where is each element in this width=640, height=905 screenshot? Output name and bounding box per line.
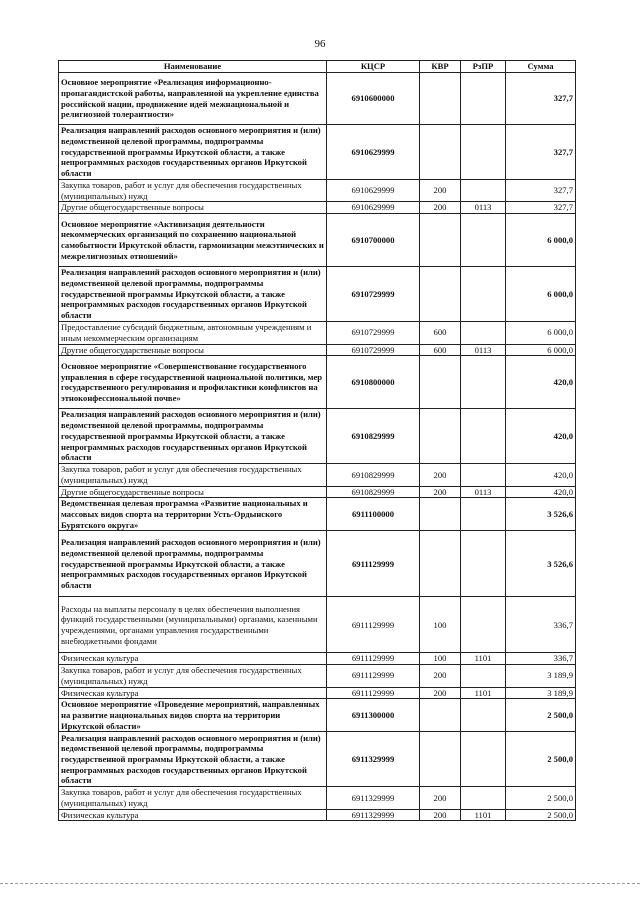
cell-rzpr: 0113: [461, 486, 506, 498]
cell-kvr: 200: [420, 809, 461, 821]
table-row: [59, 464, 576, 486]
table-row: [59, 73, 576, 125]
cell-rzpr: [461, 214, 506, 267]
table-row: [59, 787, 576, 809]
cell-rzpr: [461, 531, 506, 597]
cell-sum: 3 189,9: [506, 687, 576, 699]
cell-kvr: 200: [420, 486, 461, 498]
cell-kcsr: 6910629999: [327, 202, 420, 214]
table-row: [59, 665, 576, 687]
cell-rzpr: [461, 180, 506, 202]
cell-kcsr: 6910700000: [327, 214, 420, 267]
cell-name: Предоставление субсидий бюджетным, автономным учреждениям и иным некоммерческим организациям: [59, 322, 327, 344]
cell-name: Закупка товаров, работ и услуг для обеспечения государственных (муниципальных) нужд: [59, 787, 327, 809]
cell-name: Ведомственная целевая программа «Развитие национальных и массовых видов спорта на территории Усть-Ордынского Бурятского округа»: [59, 498, 327, 531]
table-row: [59, 486, 576, 498]
cell-rzpr: [461, 322, 506, 344]
cell-rzpr: 0113: [461, 344, 506, 356]
header-name: Наименование: [59, 61, 327, 73]
cell-sum: 327,7: [506, 73, 576, 125]
cell-kvr: 100: [420, 597, 461, 653]
cell-sum: 420,0: [506, 464, 576, 486]
table-row: [59, 531, 576, 597]
cell-kvr: 200: [420, 787, 461, 809]
table-row: [59, 409, 576, 464]
cell-sum: 2 500,0: [506, 732, 576, 787]
cell-rzpr: 0113: [461, 202, 506, 214]
table-row: [59, 214, 576, 267]
cell-kvr: 600: [420, 322, 461, 344]
cell-rzpr: [461, 498, 506, 531]
header-rzpr: РзПР: [461, 61, 506, 73]
cell-sum: 6 000,0: [506, 267, 576, 322]
cell-sum: 327,7: [506, 125, 576, 180]
cell-rzpr: [461, 699, 506, 732]
table-row: [59, 267, 576, 322]
cell-sum: 2 500,0: [506, 809, 576, 821]
cell-kvr: 100: [420, 653, 461, 665]
cell-rzpr: 1101: [461, 687, 506, 699]
cell-rzpr: [461, 787, 506, 809]
cell-rzpr: [461, 356, 506, 409]
cell-name: Закупка товаров, работ и услуг для обеспечения государственных (муниципальных) нужд: [59, 464, 327, 486]
header-kvr: КВР: [420, 61, 461, 73]
cell-rzpr: [461, 665, 506, 687]
cell-sum: 6 000,0: [506, 344, 576, 356]
cell-rzpr: [461, 732, 506, 787]
cell-rzpr: [461, 409, 506, 464]
cell-kcsr: 6910600000: [327, 73, 420, 125]
cell-name: Другие общегосударственные вопросы: [59, 202, 327, 214]
cell-name: Реализация направлений расходов основного мероприятия и (или) ведомственной целевой программы, подпрограммы государственной программы Иркутской области, а также непрограммных расходов государственных органов Иркутской области: [59, 267, 327, 322]
table-row: [59, 653, 576, 665]
cell-name: Основное мероприятие «Проведение мероприятий, направленных на развитие национальных видов спорта на территории Иркутской области»: [59, 699, 327, 732]
cell-kcsr: 6911329999: [327, 732, 420, 787]
header-sum: Сумма: [506, 61, 576, 73]
table-row: [59, 809, 576, 821]
cell-kvr: 200: [420, 180, 461, 202]
cell-name: Основное мероприятие «Совершенствование государственного управления в сфере государственной национальной политики, мер государственного регулирования и профилактики конфликтов на этноконфессиональной почве»: [59, 356, 327, 409]
cell-rzpr: 1101: [461, 653, 506, 665]
cell-name: Основное мероприятие «Активизация деятельности некоммерческих организаций по сохранению национальной самобытности Иркутской области, гармонизации межэтнических и межрелигиозных отношений»: [59, 214, 327, 267]
cell-kvr: 200: [420, 464, 461, 486]
budget-table: [58, 60, 576, 821]
table-row: [59, 732, 576, 787]
cell-kvr: [420, 73, 461, 125]
cell-kcsr: 6911129999: [327, 687, 420, 699]
table-row: [59, 180, 576, 202]
table-row: [59, 322, 576, 344]
cell-kcsr: 6911129999: [327, 597, 420, 653]
cell-kcsr: 6910829999: [327, 464, 420, 486]
header-kcsr: КЦСР: [327, 61, 420, 73]
cell-kcsr: 6910800000: [327, 356, 420, 409]
table-body: [59, 73, 576, 821]
cell-kcsr: 6910729999: [327, 267, 420, 322]
table-row: [59, 344, 576, 356]
cell-kcsr: 6911100000: [327, 498, 420, 531]
cell-kvr: [420, 699, 461, 732]
cell-name: Физическая культура: [59, 809, 327, 821]
table-row: [59, 597, 576, 653]
cell-sum: 2 500,0: [506, 787, 576, 809]
cell-name: Закупка товаров, работ и услуг для обеспечения государственных (муниципальных) нужд: [59, 665, 327, 687]
cell-sum: 6 000,0: [506, 322, 576, 344]
cell-rzpr: [461, 597, 506, 653]
cell-name: Закупка товаров, работ и услуг для обеспечения государственных (муниципальных) нужд: [59, 180, 327, 202]
cell-sum: 420,0: [506, 409, 576, 464]
cell-kcsr: 6910829999: [327, 486, 420, 498]
table-row: [59, 699, 576, 732]
cell-kcsr: 6911129999: [327, 531, 420, 597]
cell-kvr: 600: [420, 344, 461, 356]
cell-sum: 420,0: [506, 486, 576, 498]
cell-name: Реализация направлений расходов основного мероприятия и (или) ведомственной целевой программы, подпрограммы государственной программы Иркутской области, а также непрограммных расходов государственных органов Иркутской области: [59, 732, 327, 787]
cell-kvr: [420, 732, 461, 787]
cell-kcsr: 6911329999: [327, 809, 420, 821]
cell-kvr: [420, 356, 461, 409]
cell-name: Физическая культура: [59, 687, 327, 699]
cell-kvr: 200: [420, 687, 461, 699]
cell-sum: 420,0: [506, 356, 576, 409]
cell-sum: 3 526,6: [506, 498, 576, 531]
cell-sum: 336,7: [506, 653, 576, 665]
cell-name: Основное мероприятие «Реализация информационно-пропагандистской работы, направленной на укрепление единства российской нации, продвижение идей межнациональной и религиозной толерантности»: [59, 73, 327, 125]
table-header-row: [59, 61, 576, 73]
cell-kcsr: 6911300000: [327, 699, 420, 732]
cell-name: Реализация направлений расходов основного мероприятия и (или) ведомственной целевой программы, подпрограммы государственной программы Иркутской области, а также непрограммных расходов государственных органов Иркутской области: [59, 531, 327, 597]
cell-kcsr: 6911129999: [327, 653, 420, 665]
cell-rzpr: [461, 267, 506, 322]
cell-rzpr: 1101: [461, 809, 506, 821]
cell-rzpr: [461, 464, 506, 486]
cell-sum: 327,7: [506, 202, 576, 214]
cell-kvr: [420, 498, 461, 531]
cell-kcsr: 6910729999: [327, 344, 420, 356]
cell-kcsr: 6910829999: [327, 409, 420, 464]
cell-kvr: [420, 267, 461, 322]
cell-kcsr: 6910629999: [327, 125, 420, 180]
table-row: [59, 687, 576, 699]
cell-name: Реализация направлений расходов основного мероприятия и (или) ведомственной целевой программы, подпрограммы государственной программы Иркутской области, а также непрограммных расходов государственных органов Иркутской области: [59, 125, 327, 180]
cell-kcsr: 6911329999: [327, 787, 420, 809]
cell-kcsr: 6910729999: [327, 322, 420, 344]
table-row: [59, 125, 576, 180]
cell-sum: 327,7: [506, 180, 576, 202]
cell-sum: 336,7: [506, 597, 576, 653]
cell-sum: 2 500,0: [506, 699, 576, 732]
cell-name: Другие общегосударственные вопросы: [59, 344, 327, 356]
cell-name: Физическая культура: [59, 653, 327, 665]
page-bottom-rule: [0, 883, 640, 884]
table-row: [59, 498, 576, 531]
cell-kcsr: 6910629999: [327, 180, 420, 202]
cell-name: Реализация направлений расходов основного мероприятия и (или) ведомственной целевой программы, подпрограммы государственной программы Иркутской области, а также непрограммных расходов государственных органов Иркутской области: [59, 409, 327, 464]
table-row: [59, 202, 576, 214]
cell-kvr: [420, 409, 461, 464]
cell-name: Другие общегосударственные вопросы: [59, 486, 327, 498]
cell-kvr: [420, 214, 461, 267]
cell-kvr: 200: [420, 665, 461, 687]
cell-name: Расходы на выплаты персоналу в целях обеспечения выполнения функций государственными (муниципальными) органами, казенными учреждениями, органами управления государственными внебюджетными фондами: [59, 597, 327, 653]
cell-sum: 3 526,6: [506, 531, 576, 597]
page-number: 96: [314, 38, 326, 50]
cell-rzpr: [461, 73, 506, 125]
cell-sum: 6 000,0: [506, 214, 576, 267]
cell-kcsr: 6911129999: [327, 665, 420, 687]
cell-kvr: [420, 125, 461, 180]
table-row: [59, 356, 576, 409]
cell-kvr: 200: [420, 202, 461, 214]
cell-rzpr: [461, 125, 506, 180]
cell-sum: 3 189,9: [506, 665, 576, 687]
cell-kvr: [420, 531, 461, 597]
